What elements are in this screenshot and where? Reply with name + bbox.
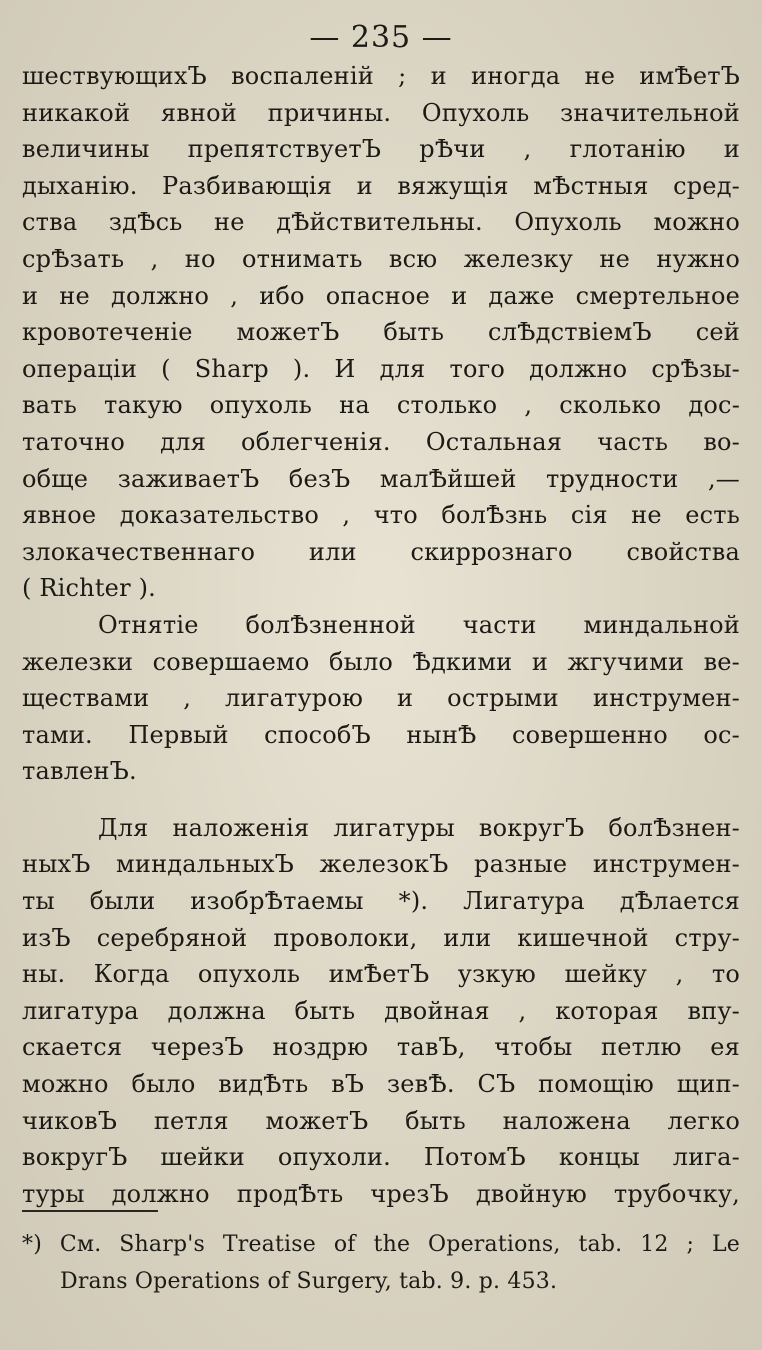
- footnote-line: Drans Operations of Surgery, tab. 9. p. 453.: [60, 1269, 558, 1294]
- paragraph-1: [22, 58, 740, 607]
- text-line: железки совершаемо было Ѣдкими и жгучими ве-: [22, 647, 740, 676]
- text-line: туры должно продѢть чрезЪ двойную трубочку,: [22, 1179, 740, 1208]
- text-line: злокачественнаго или скиррознаго свойства: [22, 537, 740, 566]
- text-line: ства здѢсь не дѢйствительны. Опухоль можно: [22, 208, 740, 237]
- text-line: ( Richter ).: [22, 574, 156, 603]
- paragraph-gap: [22, 790, 740, 810]
- text-line: вать такую опухоль на столько , сколько дос-: [22, 391, 740, 420]
- paragraph-3: [22, 810, 740, 1213]
- footnote: [22, 1226, 740, 1300]
- text-line: ны. Когда опухоль имѢетЪ узкую шейку , то: [22, 960, 740, 989]
- text-line: и не должно , ибо опасное и даже смертельное: [22, 281, 740, 310]
- text-line: Отнятіе болѢзненной части миндальной: [98, 610, 740, 639]
- text-line: лигатура должна быть двойная , которая впу-: [22, 996, 740, 1025]
- text-line: никакой явной причины. Опухоль значительной: [22, 98, 740, 127]
- text-line: Для наложенія лигатуры вокругЪ болѢзнен-: [98, 813, 740, 842]
- text-line: явное доказательство , что болѢзнь сія не есть: [22, 501, 740, 530]
- text-line: обще заживаетЪ безЪ малѢйшей трудности ,—: [22, 464, 740, 493]
- text-line: скается черезЪ ноздрю тавЪ, чтобы петлю ея: [22, 1033, 740, 1062]
- body-text: [22, 58, 740, 1212]
- text-line: шествующихЪ воспаленій ; и иногда не имѢетЪ: [22, 62, 740, 90]
- footnote-line: *) См. Sharp's Treatise of the Operations, tab. 12 ; Le: [22, 1232, 740, 1257]
- text-line: тавленЪ.: [22, 757, 137, 786]
- text-line: дыханію. Разбивающія и вяжущія мѢстныя сред-: [22, 171, 740, 200]
- text-line: изЪ серебряной проволоки, или кишечной стру-: [22, 923, 740, 952]
- page-number: — 235 —: [309, 20, 453, 55]
- text-line: ныхЪ миндальныхЪ железокЪ разные инструмен-: [22, 850, 740, 879]
- text-line: чиковЪ петля можетЪ быть наложена легко: [22, 1106, 740, 1135]
- text-line: можно было видѢть вЪ зевѢ. СЪ помощію щип-: [22, 1070, 740, 1099]
- footnote-divider: [22, 1210, 158, 1212]
- text-line: вокругЪ шейки опухоли. ПотомЪ концы лига-: [22, 1143, 740, 1172]
- paragraph-2: [22, 607, 740, 790]
- text-line: тами. Первый способЪ нынѢ совершенно ос-: [22, 720, 740, 749]
- text-line: ществами , лигатурою и острыми инструмен-: [22, 684, 740, 713]
- text-line: величины препятствуетЪ рѢчи , глотанію и: [22, 135, 740, 164]
- text-line: ты были изобрѢтаемы *). Лигатура дѢлается: [22, 887, 740, 916]
- text-line: операціи ( Sharp ). И для того должно срѢзы-: [22, 354, 740, 383]
- text-line: срѢзать , но отнимать всю железку не нужно: [22, 244, 740, 273]
- text-line: таточно для облегченія. Остальная часть во-: [22, 427, 740, 456]
- text-line: кровотеченіе можетЪ быть слѢдствіемЪ сей: [22, 318, 740, 347]
